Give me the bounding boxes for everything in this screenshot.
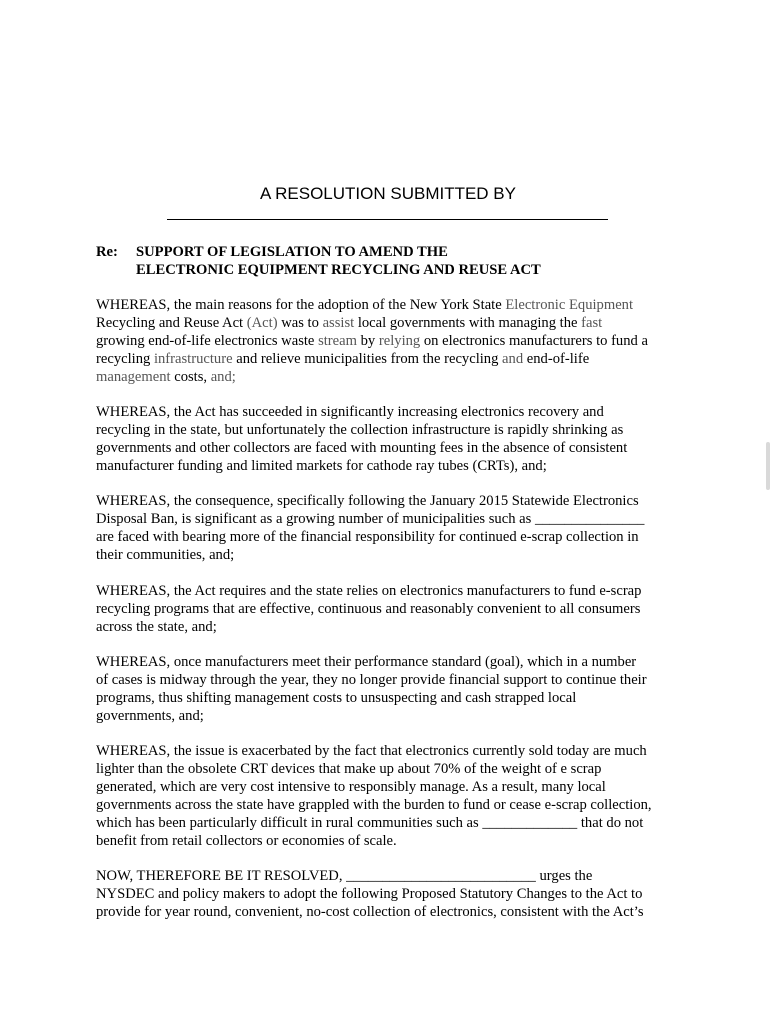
text-run: on electronics manufacturers to fund a <box>420 333 648 349</box>
text-run: and <box>502 351 524 367</box>
resolved-paragraph <box>96 867 686 921</box>
text-run: Recycling and Reuse Act <box>96 315 247 331</box>
paragraph-line: provide for year round, convenient, no-cost collection of electronics, consistent with the Act’s <box>96 904 644 920</box>
paragraph-line: are faced with bearing more of the financial responsibility for continued e-scrap collection in <box>96 529 639 545</box>
paragraph-line: governments and other collectors are faced with mounting fees in the absence of consistent <box>96 440 628 456</box>
paragraph-line <box>96 314 686 332</box>
paragraph-line: WHEREAS, once manufacturers meet their performance standard (goal), which in a number <box>96 654 637 670</box>
submitter-blank-line <box>167 219 608 220</box>
paragraph-line: WHEREAS, the Act has succeeded in significantly increasing electronics recovery and <box>96 404 604 420</box>
paragraph-line <box>96 296 686 314</box>
text-run: relying <box>378 333 421 349</box>
paragraph-line: Disposal Ban, is significant as a growing number of municipalities such as _______________ <box>96 511 645 527</box>
text-run: costs, <box>170 369 211 385</box>
whereas-paragraph-4 <box>96 582 686 636</box>
paragraph-line: governments across the state have grappled with the burden to fund or cease e-scrap collection, <box>96 797 652 813</box>
paragraph-line: WHEREAS, the Act requires and the state relies on electronics manufacturers to fund e-scrap <box>96 583 642 599</box>
paragraph-line: manufacturer funding and limited markets for cathode ray tubes (CRTs), and; <box>96 458 547 474</box>
text-run: infrastructure <box>153 351 233 367</box>
whereas-paragraph-6 <box>96 742 686 850</box>
paragraph-line: lighter than the obsolete CRT devices that make up about 70% of the weight of e scrap <box>96 761 602 777</box>
paragraph-line <box>96 350 686 368</box>
paragraph-line: NOW, THEREFORE BE IT RESOLVED, __________________________ urges the <box>96 868 593 884</box>
paragraph-line: NYSDEC and policy makers to adopt the following Proposed Statutory Changes to the Act to <box>96 886 643 902</box>
whereas-paragraph-2 <box>96 403 686 475</box>
re-subject-line: ELECTRONIC EQUIPMENT RECYCLING AND REUSE ACT <box>136 262 541 278</box>
text-run: was to <box>277 315 323 331</box>
paragraph-line: recycling programs that are effective, continuous and reasonably convenient to all consumers <box>96 601 641 617</box>
text-run: and; <box>210 369 236 385</box>
paragraph-line: across the state, and; <box>96 619 217 635</box>
paragraph-line: generated, which are very cost intensive to responsibly manage. As a result, many local <box>96 779 606 795</box>
paragraph-line: recycling in the state, but unfortunately the collection infrastructure is rapidly shrinking as <box>96 422 624 438</box>
paragraph-line: of cases is midway through the year, they no longer provide financial support to continue their <box>96 672 647 688</box>
re-subject-line: SUPPORT OF LEGISLATION TO AMEND THE <box>136 244 448 260</box>
text-run: stream <box>318 333 357 349</box>
text-run: Electronic Equipment <box>505 297 634 313</box>
paragraph-line <box>96 368 686 386</box>
text-run: by <box>356 333 379 349</box>
resolution-title: A RESOLUTION SUBMITTED BY <box>260 184 516 203</box>
paragraph-line: benefit from retail collectors or economies of scale. <box>96 833 397 849</box>
text-run: and relieve municipalities from the recycling <box>232 351 503 367</box>
text-run: assist <box>322 315 355 331</box>
text-run: management <box>96 369 171 385</box>
paragraph-line: which has been particularly difficult in rural communities such as _____________ that do not <box>96 815 644 831</box>
re-subject-text <box>136 243 696 279</box>
whereas-paragraph-3 <box>96 492 686 564</box>
re-label: Re: <box>96 244 118 260</box>
paragraph-line: their communities, and; <box>96 547 235 563</box>
text-run: end-of-life <box>523 351 590 367</box>
text-run: (Act) <box>246 315 278 331</box>
text-run: fast <box>581 315 603 331</box>
text-run: WHEREAS, the main reasons for the adoption of the New York State <box>96 297 506 313</box>
paragraph-line: programs, thus shifting management costs to unsuspecting and cash strapped local <box>96 690 577 706</box>
text-run: local governments with managing the <box>354 315 582 331</box>
whereas-paragraph-1 <box>96 296 686 386</box>
text-run: growing end-of-life electronics waste <box>96 333 319 349</box>
scrollbar-thumb[interactable] <box>766 442 770 490</box>
paragraph-line: WHEREAS, the issue is exacerbated by the fact that electronics currently sold today are much <box>96 743 647 759</box>
paragraph-line: WHEREAS, the consequence, specifically following the January 2015 Statewide Electronics <box>96 493 639 509</box>
paragraph-line <box>96 332 686 350</box>
text-run: recycling <box>96 351 154 367</box>
paragraph-line: governments, and; <box>96 708 204 724</box>
whereas-paragraph-5 <box>96 653 686 725</box>
